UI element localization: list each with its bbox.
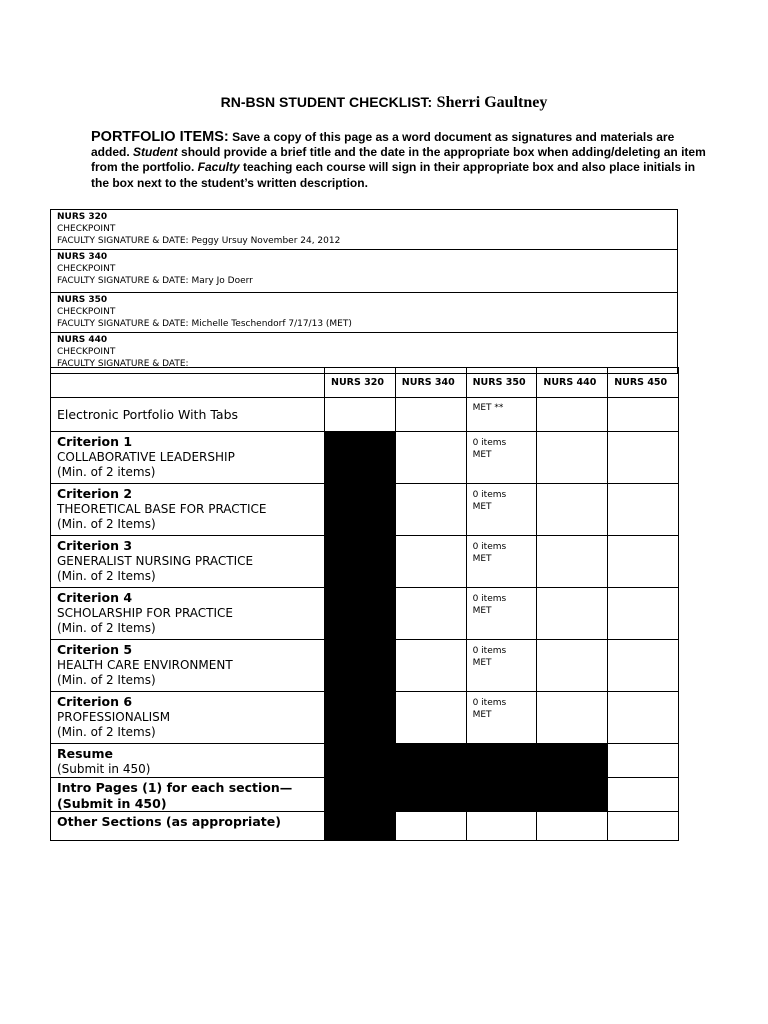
checkpoint-label: CHECKPOINT — [57, 347, 116, 357]
checkpoint-row — [51, 293, 678, 333]
criterion-met: MET — [472, 710, 492, 720]
resume-title: Resume — [57, 746, 113, 761]
criterion-min: (Min. of 2 items) — [57, 465, 156, 480]
criterion-status — [466, 432, 537, 484]
criterion-min: (Min. of 2 Items) — [57, 621, 156, 636]
criterion-items: 0 items — [472, 594, 507, 604]
intro-pages-label — [51, 778, 325, 812]
criterion-row — [51, 640, 679, 692]
checkpoint-signature: FACULTY SIGNATURE & DATE: Peggy Ursuy November 24, 2012 — [57, 236, 341, 246]
blacked-out-cell — [466, 744, 537, 778]
criterion-min: (Min. of 2 Items) — [57, 673, 156, 688]
blacked-out-cell — [325, 692, 396, 744]
checkpoint-row — [51, 250, 678, 293]
intro-pages-row — [51, 778, 679, 812]
eportfolio-status: MET ** — [466, 398, 537, 432]
eportfolio-row — [51, 398, 679, 432]
criterion-label — [51, 588, 325, 640]
instructions-text-2: should provide a brief title and the date in the appropriate box when adding/deleting an item from the portfolio. — [91, 145, 706, 175]
resume-row — [51, 744, 679, 778]
criterion-number: Criterion 6 — [57, 694, 133, 709]
criterion-status — [466, 640, 537, 692]
grid-cell — [537, 484, 608, 536]
column-header: NURS 450 — [608, 368, 679, 398]
grid-cell — [608, 588, 679, 640]
criterion-name: GENERALIST NURSING PRACTICE — [57, 553, 254, 568]
empty-header-cell — [51, 368, 325, 398]
blacked-out-cell — [325, 536, 396, 588]
blacked-out-cell — [395, 778, 466, 812]
criterion-row — [51, 588, 679, 640]
criterion-name: SCHOLARSHIP FOR PRACTICE — [57, 605, 233, 620]
grid-cell — [608, 432, 679, 484]
checkpoint-course: NURS 350 — [57, 295, 108, 305]
column-header: NURS 350 — [466, 368, 537, 398]
instructions-text-1: Save a copy of this page as a word document as signatures and materials are added. — [91, 130, 675, 160]
grid-cell — [395, 812, 466, 841]
grid-cell — [395, 398, 466, 432]
criterion-status — [466, 692, 537, 744]
criterion-number: Criterion 5 — [57, 642, 133, 657]
criterion-items: 0 items — [472, 490, 507, 500]
grid-cell — [395, 588, 466, 640]
criterion-min: (Min. of 2 Items) — [57, 725, 156, 740]
grid-cell — [608, 744, 679, 778]
checkpoint-label: CHECKPOINT — [57, 264, 116, 274]
criterion-met: MET — [472, 450, 492, 460]
other-sections-label — [51, 812, 325, 841]
criterion-name: THEORETICAL BASE FOR PRACTICE — [57, 501, 267, 516]
criterion-label — [51, 640, 325, 692]
grid-cell — [608, 778, 679, 812]
checkpoint-course: NURS 440 — [57, 335, 108, 345]
checkpoint-signature: FACULTY SIGNATURE & DATE: Mary Jo Doerr — [57, 276, 253, 286]
checkpoint-cell — [51, 293, 678, 333]
criterion-items: 0 items — [472, 646, 507, 656]
grid-cell — [537, 812, 608, 841]
grid-cell — [608, 640, 679, 692]
criterion-number: Criterion 1 — [57, 434, 133, 449]
column-header: NURS 440 — [537, 368, 608, 398]
criterion-number: Criterion 4 — [57, 590, 133, 605]
criterion-row — [51, 536, 679, 588]
intro-pages-line1: Intro Pages (1) for each section— — [57, 780, 293, 796]
criterion-number: Criterion 3 — [57, 538, 133, 553]
eportfolio-label: Electronic Portfolio With Tabs — [51, 398, 325, 432]
grid-cell — [608, 692, 679, 744]
criterion-status — [466, 484, 537, 536]
grid-cell — [466, 812, 537, 841]
checkpoint-course: NURS 320 — [57, 212, 108, 222]
page-title — [0, 94, 768, 112]
criterion-met: MET — [472, 502, 492, 512]
blacked-out-cell — [325, 778, 396, 812]
criterion-label — [51, 432, 325, 484]
criterion-name: HEALTH CARE ENVIRONMENT — [57, 657, 233, 672]
blacked-out-cell — [325, 744, 396, 778]
resume-sub: (Submit in 450) — [57, 761, 151, 776]
resume-label — [51, 744, 325, 778]
instructions-lead: PORTFOLIO ITEMS: — [91, 129, 229, 145]
grid-cell — [537, 692, 608, 744]
grid-cell — [537, 640, 608, 692]
other-sections-row — [51, 812, 679, 841]
checkpoint-course: NURS 340 — [57, 252, 108, 262]
grid-cell — [608, 812, 679, 841]
blacked-out-cell — [466, 778, 537, 812]
criterion-min: (Min. of 2 Items) — [57, 569, 156, 584]
grid-cell — [537, 432, 608, 484]
grid-cell — [608, 536, 679, 588]
blacked-out-cell — [325, 432, 396, 484]
criterion-met: MET — [472, 658, 492, 668]
criterion-items: 0 items — [472, 438, 507, 448]
grid-cell — [395, 432, 466, 484]
criterion-met: MET — [472, 554, 492, 564]
grid-cell — [395, 536, 466, 588]
grid-header-row — [51, 368, 679, 398]
portfolio-grid — [50, 367, 679, 841]
checkpoint-row — [51, 210, 678, 250]
criterion-status — [466, 588, 537, 640]
instructions-faculty: Faculty — [197, 160, 240, 175]
title-prefix: RN-BSN STUDENT CHECKLIST: — [220, 94, 433, 110]
criterion-row — [51, 692, 679, 744]
grid-cell — [395, 484, 466, 536]
column-header: NURS 340 — [395, 368, 466, 398]
checkpoint-table — [50, 209, 678, 374]
checkpoint-signature: FACULTY SIGNATURE & DATE: Michelle Teschendorf 7/17/13 (MET) — [57, 319, 352, 329]
grid-cell — [325, 398, 396, 432]
blacked-out-cell — [325, 588, 396, 640]
blacked-out-cell — [325, 812, 396, 841]
other-sections-title: Other Sections (as appropriate) — [57, 814, 281, 830]
grid-cell — [608, 484, 679, 536]
intro-pages-line2: (Submit in 450) — [57, 795, 167, 811]
checkpoint-cell — [51, 250, 678, 293]
criterion-min: (Min. of 2 Items) — [57, 517, 156, 532]
instructions-text-3: teaching each course will sign in their appropriate box and also place initials in the box next to the student’s written description. — [91, 160, 696, 190]
blacked-out-cell — [537, 744, 608, 778]
criterion-label — [51, 484, 325, 536]
student-name: Sherri Gaultney — [436, 94, 548, 111]
blacked-out-cell — [325, 640, 396, 692]
checkpoint-cell — [51, 210, 678, 250]
criterion-met: MET — [472, 606, 492, 616]
checkpoint-signature: FACULTY SIGNATURE & DATE: — [57, 359, 189, 369]
criterion-number: Criterion 2 — [57, 486, 133, 501]
grid-cell — [395, 640, 466, 692]
criterion-name: PROFESSIONALISM — [57, 709, 171, 724]
criterion-row — [51, 432, 679, 484]
criterion-items: 0 items — [472, 542, 507, 552]
grid-cell — [537, 536, 608, 588]
blacked-out-cell — [537, 778, 608, 812]
checkpoint-label: CHECKPOINT — [57, 307, 116, 317]
criterion-row — [51, 484, 679, 536]
column-header: NURS 320 — [325, 368, 396, 398]
grid-cell — [537, 398, 608, 432]
blacked-out-cell — [325, 484, 396, 536]
criterion-items: 0 items — [472, 698, 507, 708]
grid-cell — [537, 588, 608, 640]
criterion-name: COLLABORATIVE LEADERSHIP — [57, 449, 235, 464]
criterion-label — [51, 692, 325, 744]
criterion-status — [466, 536, 537, 588]
checkpoint-label: CHECKPOINT — [57, 224, 116, 234]
grid-cell — [395, 692, 466, 744]
blacked-out-cell — [395, 744, 466, 778]
grid-cell — [608, 398, 679, 432]
criterion-label — [51, 536, 325, 588]
instructions — [91, 130, 711, 191]
instructions-student: Student — [133, 145, 178, 160]
